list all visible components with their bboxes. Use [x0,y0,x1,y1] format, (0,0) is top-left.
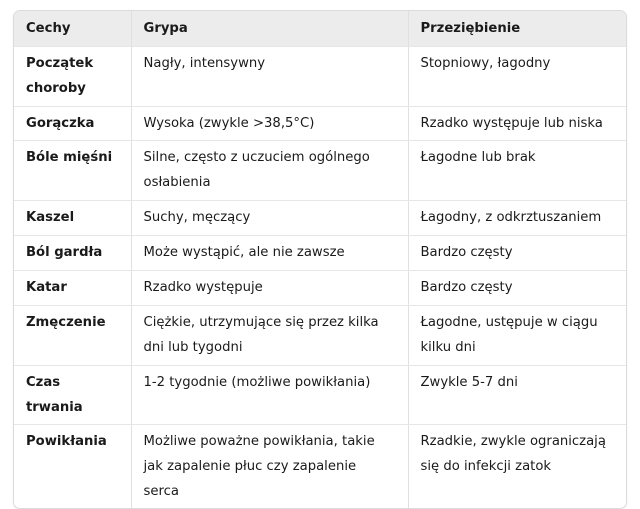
row-feature: Zmęczenie [14,306,131,366]
row-flu-value: Wysoka (zwykle >38,5°C) [131,107,408,141]
row-flu-value: Możliwe poważne powikłania, takie jak zapalenie płuc czy zapalenie serca [131,425,408,509]
table-row [14,141,626,201]
table-row [14,107,626,141]
row-feature: Ból gardła [14,236,131,271]
table-row [14,306,626,366]
row-cold-value: Bardzo częsty [408,236,626,271]
row-flu-value: Suchy, męczący [131,201,408,236]
row-feature: Początek choroby [14,47,131,107]
row-feature: Gorączka [14,107,131,141]
table-row [14,366,626,425]
row-cold-value: Bardzo częsty [408,271,626,306]
table-header-row [14,11,626,47]
row-feature: Powikłania [14,425,131,509]
table-row [14,236,626,271]
row-cold-value: Łagodne lub brak [408,141,626,201]
row-flu-value: Może wystąpić, ale nie zawsze [131,236,408,271]
header-cold: Przeziębienie [408,11,626,47]
comparison-table-container [13,10,627,509]
row-feature: Katar [14,271,131,306]
row-cold-value: Rzadko występuje lub niska [408,107,626,141]
table-row [14,47,626,107]
row-cold-value: Zwykle 5-7 dni [408,366,626,425]
table-row [14,271,626,306]
header-flu: Grypa [131,11,408,47]
row-cold-value: Łagodny, z odkrztuszaniem [408,201,626,236]
row-feature: Bóle mięśni [14,141,131,201]
row-flu-value: Rzadko występuje [131,271,408,306]
row-cold-value: Stopniowy, łagodny [408,47,626,107]
header-features: Cechy [14,11,131,47]
flu-vs-cold-table [14,11,626,508]
row-cold-value: Łagodne, ustępuje w ciągu kilku dni [408,306,626,366]
row-feature: Kaszel [14,201,131,236]
table-row [14,425,626,509]
table-row [14,201,626,236]
row-flu-value: Nagły, intensywny [131,47,408,107]
row-feature: Czas trwania [14,366,131,425]
row-flu-value: 1-2 tygodnie (możliwe powikłania) [131,366,408,425]
row-flu-value: Ciężkie, utrzymujące się przez kilka dni lub tygodni [131,306,408,366]
row-flu-value: Silne, często z uczuciem ogólnego osłabienia [131,141,408,201]
row-cold-value: Rzadkie, zwykle ograniczają się do infekcji zatok [420,434,606,474]
